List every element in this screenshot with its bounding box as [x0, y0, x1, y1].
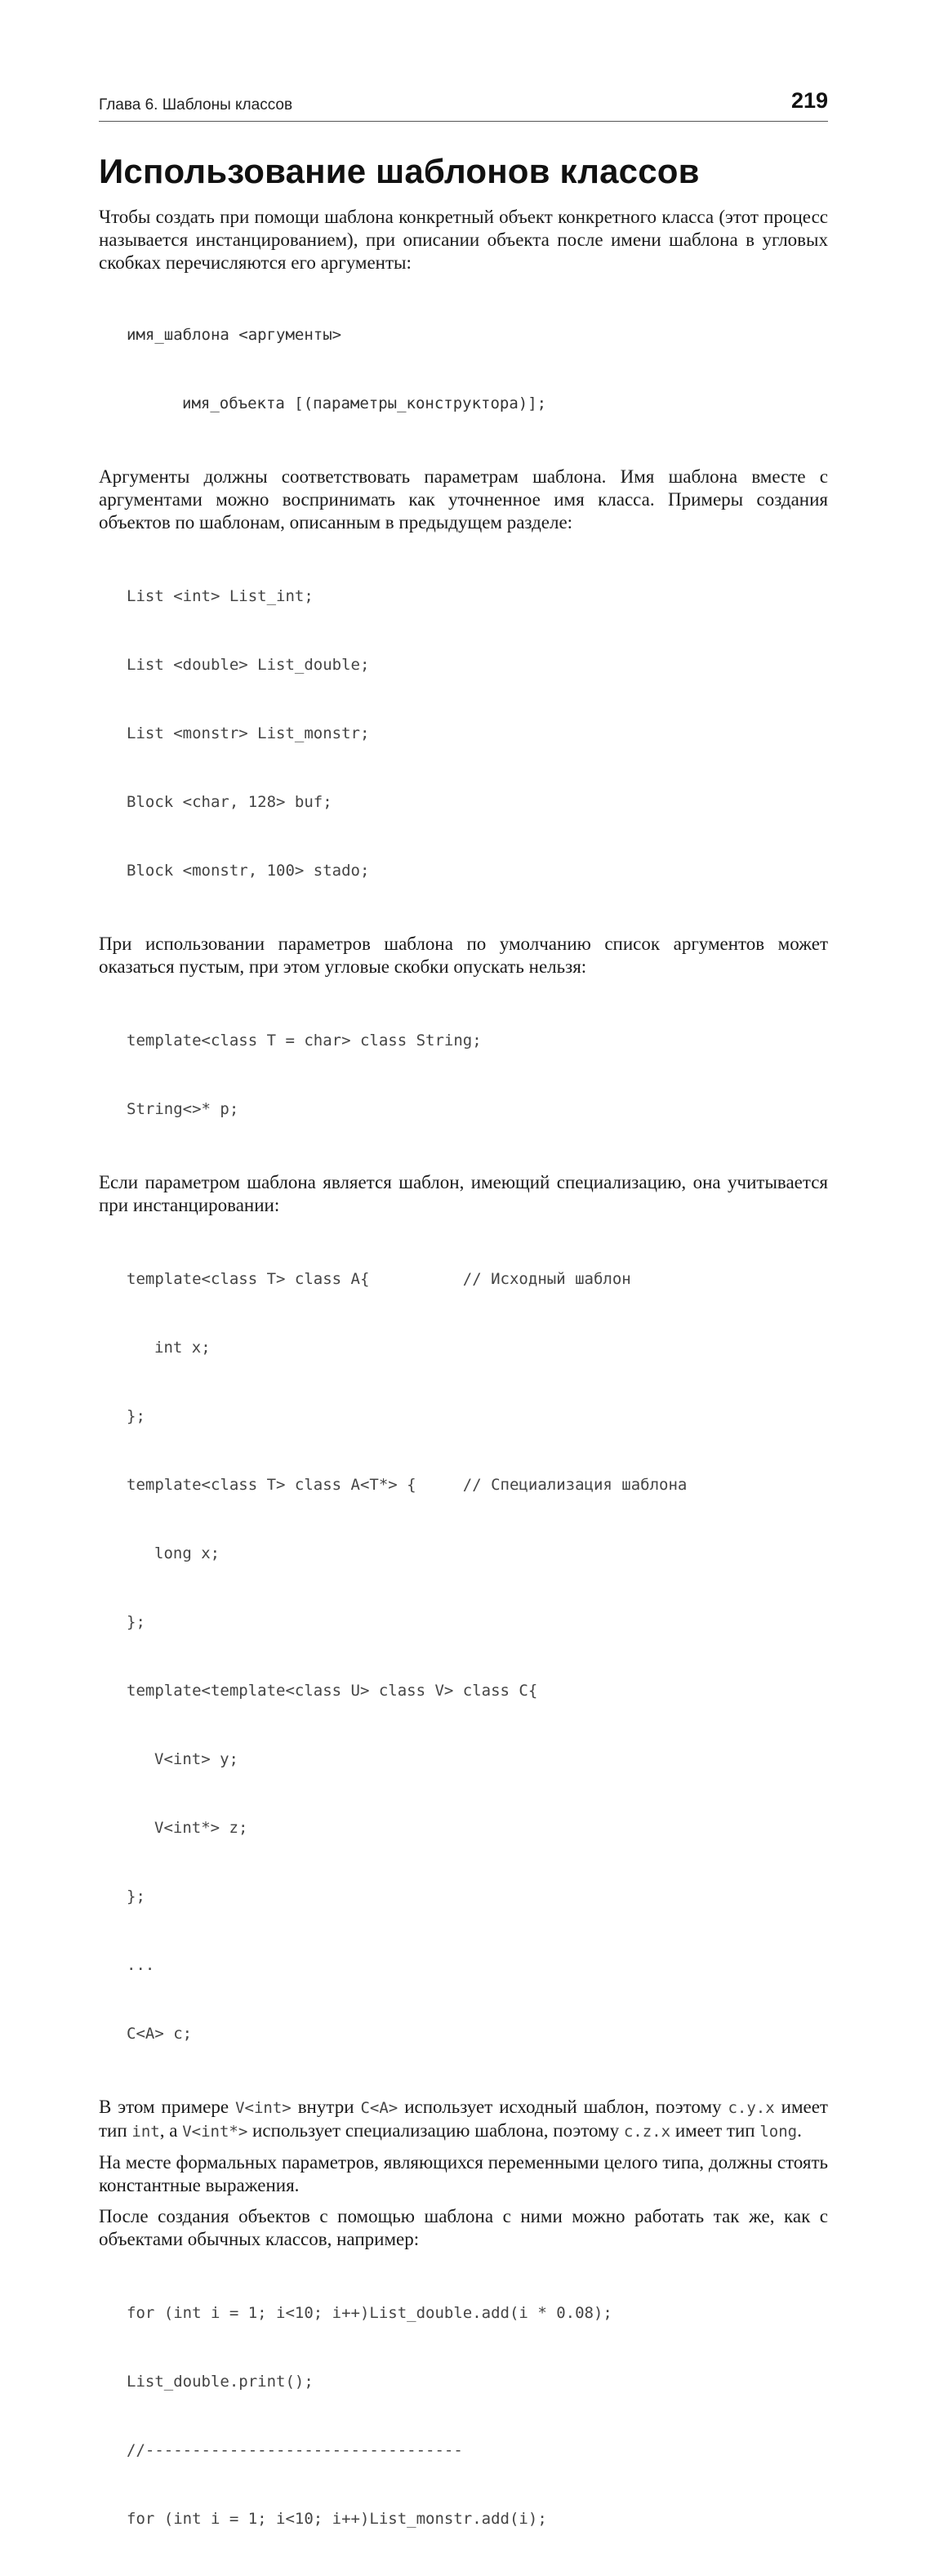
page-number: 219 — [790, 88, 828, 113]
code-line: }; — [127, 1407, 145, 1425]
text-run: , а — [159, 2120, 183, 2141]
code-line: //---------------------------------- — [127, 2441, 463, 2459]
text-run: . — [797, 2120, 802, 2141]
paragraph-6: На месте формальных параметров, являющихся переменными целого типа, должны стоять константные выражения. — [99, 2152, 828, 2195]
inline-code: long — [759, 2123, 798, 2141]
inline-code: c.y.x — [728, 2099, 775, 2117]
inline-code: c.z.x — [623, 2123, 671, 2141]
text-run: использует специализацию шаблона, поэтому — [247, 2120, 624, 2141]
section-heading: Использование шаблонов классов — [99, 152, 700, 190]
code-line: }; — [127, 1613, 145, 1631]
content-flow — [99, 206, 828, 2576]
code-line: template<class T> class A{ // Исходный шаблон — [127, 1270, 631, 1288]
code-line: List <double> List_double; — [127, 656, 370, 674]
code-line: for (int i = 1; i<10; i++)List_monstr.add(i); — [127, 2510, 547, 2528]
text-run: использует исходный шаблон, поэтому — [398, 2097, 728, 2117]
inline-code: C<A> — [360, 2099, 398, 2117]
code-line: имя_объекта [(параметры_конструктора)]; — [182, 394, 547, 412]
code-block-2 — [99, 539, 828, 928]
code-line: int x; — [154, 1339, 211, 1357]
code-line: List <int> List_int; — [127, 587, 314, 605]
paragraph-7: После создания объектов с помощью шаблона с ними можно работать так же, как с объектами обычных классов, например: — [99, 2206, 828, 2249]
code-line: template<class T> class A<T*> { // Специализация шаблона — [127, 1476, 688, 1494]
inline-code: V<int*> — [182, 2123, 248, 2141]
text-run: В этом примере — [99, 2097, 236, 2117]
running-header — [99, 88, 828, 122]
code-line: имя_шаблона <аргументы> — [127, 326, 342, 344]
paragraph-4: Если параметром шаблона является шаблон, имеющий специализацию, она учитывается при инстанцировании: — [99, 1172, 828, 1215]
code-line: Block <monstr, 100> stado; — [127, 862, 370, 880]
code-block-5 — [99, 2256, 828, 2576]
code-line: template<template<class U> class V> class C{ — [127, 1682, 538, 1700]
text-run: внутри — [291, 2097, 361, 2117]
code-line: }; — [127, 1887, 145, 1905]
code-line: long x; — [154, 1544, 220, 1562]
code-line: template<class T = char> class String; — [127, 1032, 482, 1050]
paragraph-5 — [99, 2096, 828, 2143]
paragraph-2: Аргументы должны соответствовать параметрам шаблона. Имя шаблона вместе с аргументами можно воспринимать как уточненное имя класса. Примеры создания объектов по шаблонам, описанным в предыдущем разделе: — [99, 466, 828, 533]
code-line: List_double.print(); — [127, 2373, 314, 2391]
chapter-title: Глава 6. Шаблоны классов — [99, 96, 293, 114]
code-line: Block <char, 128> buf; — [127, 793, 332, 811]
inline-code: int — [131, 2123, 160, 2141]
code-block-1 — [99, 278, 828, 461]
code-line: String<>* p; — [127, 1100, 239, 1118]
code-line: V<int*> z; — [154, 1819, 248, 1837]
code-block-4 — [99, 1222, 828, 2091]
paragraph-3: При использовании параметров шаблона по умолчанию список аргументов может оказаться пустым, при этом угловые скобки опускать нельзя: — [99, 934, 828, 977]
text-run: имеет тип — [670, 2120, 760, 2141]
code-line: C<A> c; — [127, 2025, 193, 2043]
code-line: V<int> y; — [154, 1750, 238, 1768]
code-line: List <monstr> List_monstr; — [127, 724, 370, 742]
text-run: имеет тип — [99, 2097, 828, 2141]
code-block-3 — [99, 983, 828, 1166]
inline-code: V<int> — [235, 2099, 292, 2117]
code-line: ... — [127, 1956, 155, 1974]
code-line: for (int i = 1; i<10; i++)List_double.add(i * 0.08); — [127, 2304, 612, 2322]
paragraph-1: Чтобы создать при помощи шаблона конкретный объект конкретного класса (этот процесс называется инстанцированием), при описании объекта после имени шаблона в угловых скобках перечисляются его аргументы: — [99, 207, 828, 273]
